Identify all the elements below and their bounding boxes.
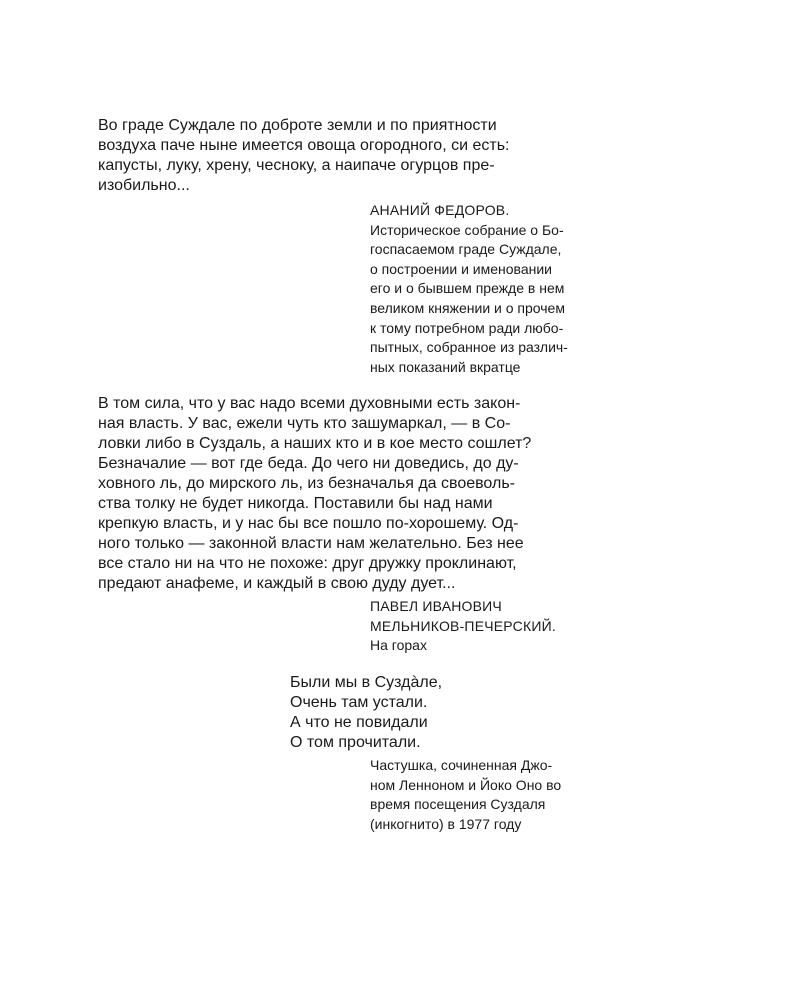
verse-line: А что не повидали [290,714,428,731]
author-name: ПАВЕЛ ИВАНОВИЧ [370,598,502,614]
source-line: Историческое собрание о Бо- [370,221,564,238]
quote-line: крепкую власть, и у нас бы все пошло по-хорошему. Од- [98,515,519,532]
quote-line: ховного ль, до мирского ль, из безначалья да своеволь- [98,475,515,492]
source-line: время посещения Суздаля [370,796,546,812]
verse-line: О том прочитали. [290,734,421,751]
quote-line: ная власть. У вас, ежели чуть кто зашумаркал, — в Со- [98,415,511,432]
quote-line: воздуха паче ныне имеется овоща огородного, си есть: [98,137,510,154]
author-name: АНАНИЙ ФЕДОРОВ. [370,202,510,218]
author-name: МЕЛЬНИКОВ-ПЕЧЕРСКИЙ. [370,617,556,634]
quote-line: капусты, луку, хрену, чесноку, а наипаче огурцов пре- [98,157,495,174]
epigraph-2-quote [98,394,531,594]
verse-line: Очень там устали. [290,694,428,711]
source-line: (инкогнито) в 1977 году [370,815,522,832]
source-line: великом княжении и о прочем [370,299,565,316]
source-line: к тому потребном ради любо- [370,319,564,336]
source-line: пытных, собранное из различ- [370,339,568,356]
source-line: о построении и именовании [370,260,552,277]
quote-line: Безначалие — вот где беда. До чего ни доведись, до ду- [98,455,519,472]
epigraph-2-attribution [370,597,556,656]
source-line: На горах [370,637,427,653]
source-line: ных показаний вкратце [370,358,521,375]
quote-line: предают анафеме, и каждый в свою дуду дует... [98,575,456,592]
epigraph-3-attribution [370,756,561,834]
quote-line: ловки либо в Суздаль, а наших кто и в кое место сошлет? [98,435,532,452]
quote-line: изобильно... [98,177,190,194]
quote-line: ного только — законной власти нам желательно. Без нее [98,535,524,552]
epigraph-1-quote [98,116,509,196]
epigraph-1-attribution [370,201,568,377]
source-line: ном Ленноном и Йоко Оно во [370,776,562,793]
quote-line: В том сила, что у вас надо всеми духовными есть закон- [98,395,521,412]
verse-line: Были мы в Суздàле, [290,674,443,691]
epigraph-3-verse [290,673,442,753]
quote-line: ства толку не будет никогда. Поставили бы над нами [98,495,493,512]
quote-line: Во граде Суждале по доброте земли и по приятности [98,117,497,134]
source-line: его и о бывшем прежде в нем [370,280,565,297]
quote-line: все стало ни на что не похоже: друг дружку проклинают, [98,555,517,572]
source-line: Частушка, сочиненная Джо- [370,757,553,773]
source-line: госпасаемом граде Суждале, [370,241,562,258]
